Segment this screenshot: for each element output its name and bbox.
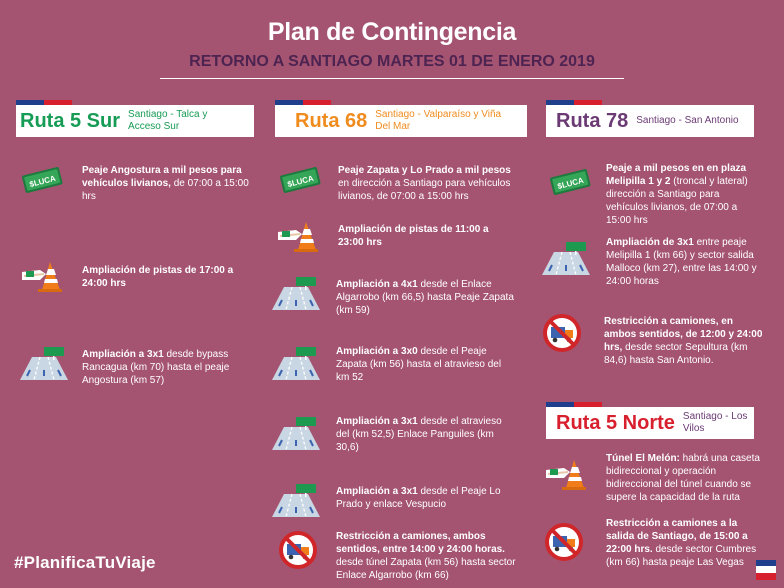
government-logo-icon — [756, 560, 776, 580]
route-description: Santiago - San Antonio — [636, 115, 739, 126]
info-text: Peaje Angostura a mil pesos para vehículos livianos, de 07:00 a 15:00 hrs — [82, 165, 249, 202]
flag-stripe — [16, 100, 72, 105]
info-text: Restricción a camiones, ambos sentidos, entre 14:00 y 24:00 horas. desde túnel Zapata (km 56) hasta sector Enlace Algarrobo (km 66) — [336, 531, 516, 581]
route-name: Ruta 5 Norte — [556, 411, 675, 434]
toll-bill-icon — [278, 164, 322, 194]
route-header-5-sur — [16, 105, 254, 137]
flag-stripe — [275, 100, 331, 105]
info-text: Ampliación a 4x1 desde el Enlace Algarrobo (km 66,5) hasta Peaje Zapata (km 59) — [336, 279, 514, 316]
info-text: Ampliación de pistas de 11:00 a 23:00 hrs — [338, 224, 489, 248]
no-trucks-icon — [278, 530, 318, 570]
highway-lanes-icon — [270, 482, 322, 518]
title-divider — [160, 78, 624, 79]
info-text: Ampliación a 3x1 desde bypass Rancagua (km 70) hasta el peaje Angostura (km 57) — [82, 349, 230, 386]
hashtag: #PlanificaTuViaje — [14, 553, 156, 572]
toll-bill-icon — [548, 166, 592, 196]
info-text: Ampliación a 3x0 desde el Peaje Zapata (km 56) hasta el atravieso del km 52 — [336, 346, 502, 383]
route-name: Ruta 68 — [295, 109, 368, 132]
info-text: Ampliación de pistas de 17:00 a 24:00 hrs — [82, 265, 234, 289]
route-header-78 — [546, 105, 754, 137]
route-name: Ruta 5 Sur — [20, 109, 121, 132]
info-text: Restricción a camiones, en ambos sentidos, de 12:00 y 24:00 hrs, desde sector Sepultura (km 84,6) hasta San Antonio. — [604, 316, 763, 366]
route-name: Ruta 78 — [556, 109, 629, 132]
info-text: Peaje a mil pesos en en plaza Melipilla 1 y 2 (troncal y lateral) dirección a Santiago para vehículos livianos, de 07:00 a 15:00 hrs — [606, 163, 748, 226]
highway-lanes-icon — [270, 415, 322, 451]
toll-bill-icon — [20, 164, 64, 194]
route-description: Santiago - Los Vilos — [682, 411, 748, 434]
page-subtitle: RETORNO A SANTIAGO MARTES 01 DE ENERO 2019 — [189, 53, 595, 70]
cone-hand-icon — [276, 218, 324, 254]
route-description: Santiago - Valparaíso y Viña Del Mar — [375, 109, 502, 132]
route-header-68 — [275, 105, 527, 137]
no-trucks-icon — [542, 313, 582, 353]
info-text: Túnel El Melón: habrá una caseta bidireccional y operación bidireccional del túnel cuando se supere la capacidad de la ruta — [606, 453, 760, 503]
flag-stripe — [546, 100, 602, 105]
info-text: Ampliación de 3x1 entre peaje Melipilla 1 (km 66) y sector salida Malloco (km 27), entre las 14:00 y 24:00 horas — [606, 237, 757, 287]
page-title: Plan de Contingencia — [267, 18, 517, 46]
no-trucks-icon — [544, 522, 584, 562]
info-text: Ampliación a 3x1 desde el Peaje Lo Prado y enlace Vespucio — [336, 486, 501, 510]
highway-lanes-icon — [18, 345, 70, 381]
cone-hand-icon — [544, 456, 592, 492]
cone-hand-icon — [20, 258, 68, 294]
highway-lanes-icon — [270, 275, 322, 311]
route-header-5-norte — [546, 407, 754, 439]
highway-lanes-icon — [540, 240, 592, 276]
info-text: Restricción a camiones a la salida de Santiago, de 15:00 a 22:00 hrs. desde sector Cumbres (km 66) hasta peaje Las Vegas — [606, 518, 757, 568]
flag-stripe — [546, 402, 602, 407]
info-text: Peaje Zapata y Lo Prado a mil pesos en dirección a Santiago para vehículos livianos, de 07:00 a 15:00 hrs — [338, 165, 511, 202]
highway-lanes-icon — [270, 345, 322, 381]
info-text: Ampliación a 3x1 desde el atravieso del (km 52,5) Enlace Panguiles (km 30,6) — [336, 416, 502, 453]
route-description: Santiago - Talca y Acceso Sur — [128, 109, 208, 132]
